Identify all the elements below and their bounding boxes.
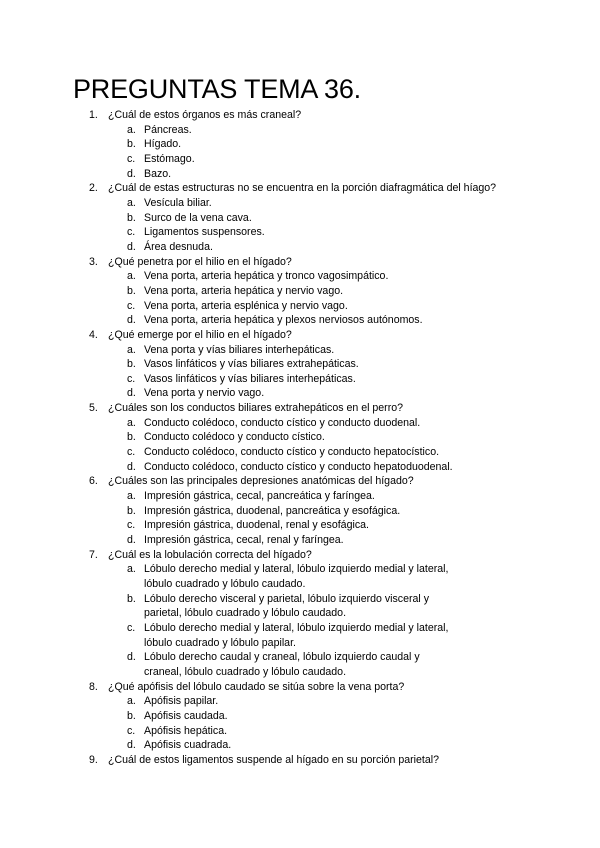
answer-option bbox=[0, 489, 540, 504]
option-letter: d. bbox=[127, 240, 136, 253]
answer-option bbox=[0, 196, 540, 211]
answer-option bbox=[0, 269, 540, 284]
answer-option bbox=[0, 724, 540, 739]
option-text: Surco de la vena cava. bbox=[144, 211, 252, 224]
option-text: Impresión gástrica, cecal, pancreática y faríngea. bbox=[144, 490, 375, 503]
answer-option bbox=[0, 299, 540, 314]
question-text: ¿Qué apófisis del lóbulo caudado se sitúa sobre la vena porta? bbox=[108, 680, 405, 693]
option-letter: a. bbox=[127, 196, 136, 209]
option-text: Vesícula biliar. bbox=[144, 196, 212, 209]
answer-option bbox=[0, 284, 540, 299]
question-item bbox=[0, 401, 600, 474]
option-letter: c. bbox=[127, 724, 136, 737]
question-number: 7. bbox=[89, 548, 98, 561]
option-text: Conducto colédoco, conducto cístico y conducto hepatoduodenal. bbox=[144, 460, 453, 473]
option-text: Lóbulo derecho medial y lateral, lóbulo izquierdo medial y lateral, lóbulo cuadrado y lóbulo caudado. bbox=[144, 563, 449, 590]
question-item bbox=[0, 548, 600, 680]
option-text: Impresión gástrica, duodenal, pancreática y esofágica. bbox=[144, 504, 401, 517]
option-letter: b. bbox=[127, 592, 136, 605]
answer-option bbox=[0, 504, 540, 519]
option-letter: a. bbox=[127, 490, 136, 503]
option-letter: c. bbox=[127, 446, 136, 459]
option-text: Conducto colédoco y conducto cístico. bbox=[144, 431, 325, 444]
question-number: 3. bbox=[89, 255, 98, 268]
answer-option bbox=[0, 386, 540, 401]
answer-option bbox=[0, 211, 540, 226]
answer-option bbox=[0, 167, 540, 182]
option-text: Conducto colédoco, conducto cístico y conducto hepatocístico. bbox=[144, 446, 440, 459]
option-text: Vena porta y vías biliares interhepáticas. bbox=[144, 343, 335, 356]
answer-option bbox=[0, 592, 540, 621]
option-letter: d. bbox=[127, 314, 136, 327]
answer-option bbox=[0, 152, 540, 167]
option-text: Conducto colédoco, conducto cístico y conducto duodenal. bbox=[144, 416, 421, 429]
question-text: ¿Qué penetra por el hilio en el hígado? bbox=[108, 255, 292, 268]
option-letter: a. bbox=[127, 343, 136, 356]
question-item bbox=[0, 108, 600, 181]
question-list bbox=[0, 108, 600, 768]
question-number: 2. bbox=[89, 182, 98, 195]
option-text: Vasos linfáticos y vías biliares extrahepáticas. bbox=[144, 358, 359, 371]
option-text: Vena porta y nervio vago. bbox=[144, 387, 265, 400]
option-text: Vena porta, arteria hepática y nervio vago. bbox=[144, 284, 344, 297]
option-letter: b. bbox=[127, 138, 136, 151]
answer-option bbox=[0, 738, 540, 753]
option-letter: a. bbox=[127, 416, 136, 429]
question-item bbox=[0, 255, 600, 328]
question-number: 6. bbox=[89, 475, 98, 488]
option-letter: d. bbox=[127, 167, 136, 180]
option-letter: c. bbox=[127, 152, 136, 165]
question-text: ¿Cuál es la lobulación correcta del hígado? bbox=[108, 548, 312, 561]
answer-option bbox=[0, 372, 540, 387]
option-letter: a. bbox=[127, 123, 136, 136]
option-text: Área desnuda. bbox=[144, 240, 213, 253]
question-text: ¿Cuál de estas estructuras no se encuentra en la porción diafragmática del híago? bbox=[108, 182, 497, 195]
option-letter: a. bbox=[127, 695, 136, 708]
answer-option bbox=[0, 123, 540, 138]
answer-option bbox=[0, 709, 540, 724]
option-letter: b. bbox=[127, 504, 136, 517]
question-number: 9. bbox=[89, 753, 98, 766]
option-text: Apófisis caudada. bbox=[144, 709, 228, 722]
answer-option bbox=[0, 694, 540, 709]
answer-option bbox=[0, 460, 540, 475]
option-text: Lóbulo derecho caudal y craneal, lóbulo izquierdo caudal y craneal, lóbulo cuadrado y lóbulo caudado. bbox=[144, 651, 420, 678]
answer-option bbox=[0, 416, 540, 431]
option-letter: d. bbox=[127, 460, 136, 473]
question-item bbox=[0, 181, 600, 254]
option-letter: b. bbox=[127, 709, 136, 722]
question-text: ¿Cuál de estos órganos es más craneal? bbox=[108, 109, 302, 121]
option-text: Vena porta, arteria esplénica y nervio vago. bbox=[144, 299, 348, 312]
option-list bbox=[108, 562, 540, 679]
option-text: Lóbulo derecho medial y lateral, lóbulo izquierdo medial y lateral, lóbulo cuadrado y lóbulo papilar. bbox=[144, 621, 449, 649]
answer-option bbox=[0, 137, 540, 152]
option-letter: d. bbox=[127, 387, 136, 400]
option-letter: c. bbox=[127, 519, 136, 532]
option-list bbox=[108, 269, 540, 328]
question-item bbox=[0, 680, 600, 753]
option-letter: d. bbox=[127, 739, 136, 752]
question-text: ¿Qué emerge por el hilio en el hígado? bbox=[108, 328, 292, 341]
option-text: Apófisis hepática. bbox=[144, 724, 228, 737]
option-text: Páncreas. bbox=[144, 123, 192, 136]
option-text: Impresión gástrica, duodenal, renal y esofágica. bbox=[144, 519, 369, 532]
option-letter: c. bbox=[127, 299, 136, 312]
option-text: Vena porta, arteria hepática y plexos nerviosos autónomos. bbox=[144, 314, 423, 327]
answer-option bbox=[0, 430, 540, 445]
option-letter: b. bbox=[127, 431, 136, 444]
question-text: ¿Cuáles son las principales depresiones anatómicas del hígado? bbox=[108, 475, 414, 488]
option-text: Apófisis cuadrada. bbox=[144, 739, 232, 752]
answer-option bbox=[0, 650, 540, 679]
option-letter: b. bbox=[127, 358, 136, 371]
option-text: Impresión gástrica, cecal, renal y faríngea. bbox=[144, 534, 344, 547]
option-text: Vasos linfáticos y vías biliares interhepáticas. bbox=[144, 372, 356, 385]
question-item bbox=[0, 328, 600, 401]
question-item bbox=[0, 474, 600, 547]
answer-option bbox=[0, 518, 540, 533]
answer-option bbox=[0, 445, 540, 460]
answer-option bbox=[0, 313, 540, 328]
question-number: 4. bbox=[89, 328, 98, 341]
option-letter: c. bbox=[127, 621, 136, 634]
option-text: Hígado. bbox=[144, 138, 182, 151]
question-number: 8. bbox=[89, 680, 98, 693]
option-text: Estómago. bbox=[144, 152, 195, 165]
answer-option bbox=[0, 225, 540, 240]
answer-option bbox=[0, 343, 540, 358]
option-letter: c. bbox=[127, 372, 136, 385]
option-letter: d. bbox=[127, 651, 136, 664]
option-list bbox=[108, 416, 540, 475]
question-text: ¿Cuáles son los conductos biliares extrahepáticos en el perro? bbox=[108, 402, 404, 415]
page-title: PREGUNTAS TEMA 36. bbox=[73, 74, 361, 104]
question-number: 5. bbox=[89, 402, 98, 415]
option-text: Bazo. bbox=[144, 167, 172, 180]
option-letter: d. bbox=[127, 534, 136, 547]
option-letter: c. bbox=[127, 226, 136, 239]
option-list bbox=[108, 343, 540, 402]
option-text: Lóbulo derecho visceral y parietal, lóbulo izquierdo visceral y parietal, lóbulo cuadrado y lóbulo caudado. bbox=[144, 592, 430, 620]
question-text: ¿Cuál de estos ligamentos suspende al hígado en su porción parietal? bbox=[108, 753, 439, 766]
option-text: Ligamentos suspensores. bbox=[144, 226, 265, 239]
answer-option bbox=[0, 621, 540, 650]
option-list bbox=[108, 123, 540, 182]
option-text: Apófisis papilar. bbox=[144, 695, 219, 708]
answer-option bbox=[0, 533, 540, 548]
option-letter: b. bbox=[127, 211, 136, 224]
option-list bbox=[108, 489, 540, 548]
answer-option bbox=[0, 240, 540, 255]
answer-option bbox=[0, 357, 540, 372]
answer-option bbox=[0, 562, 540, 591]
question-number: 1. bbox=[89, 109, 98, 121]
option-text: Vena porta, arteria hepática y tronco vagosimpático. bbox=[144, 270, 389, 283]
question-item bbox=[0, 753, 600, 768]
option-letter: a. bbox=[127, 563, 136, 576]
option-list bbox=[108, 196, 540, 255]
option-list bbox=[108, 694, 540, 753]
option-letter: b. bbox=[127, 284, 136, 297]
option-letter: a. bbox=[127, 270, 136, 283]
